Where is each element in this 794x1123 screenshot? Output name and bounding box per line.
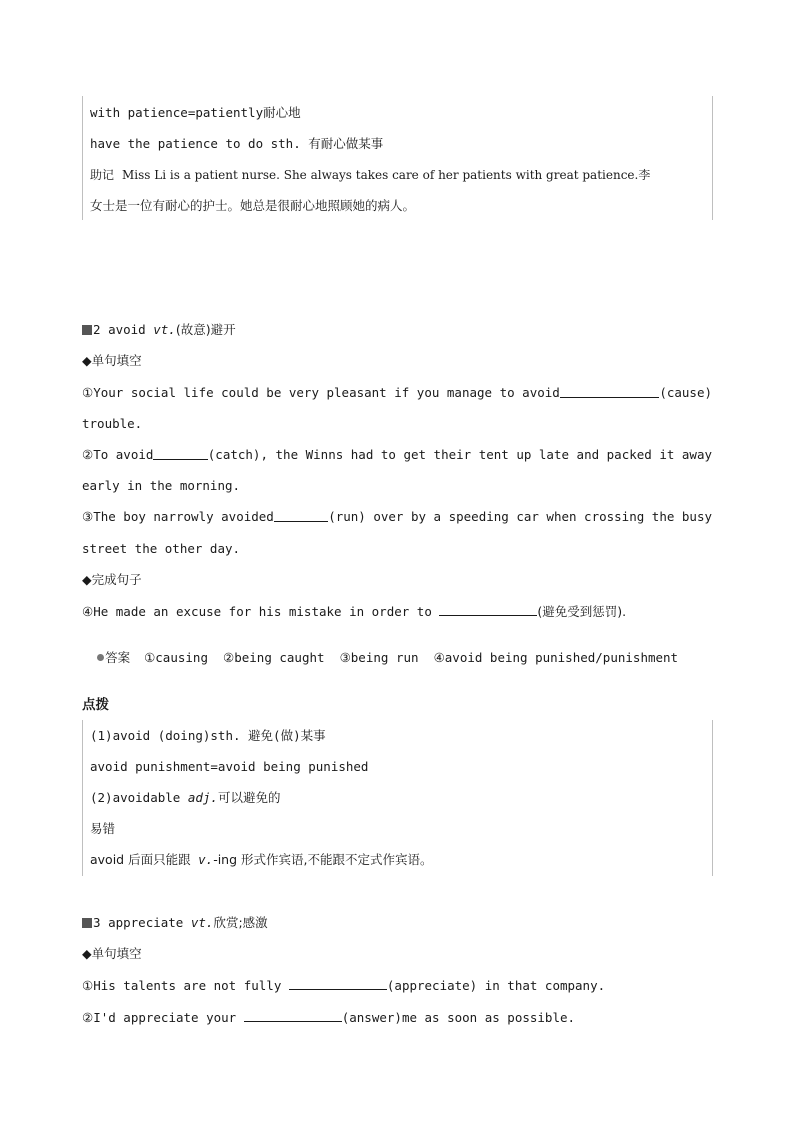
tip-line-2: avoid punishment=avoid being punished <box>90 759 369 774</box>
section-3-fill-title: ◆单句填空 <box>82 946 142 961</box>
question-3-1 <box>82 977 605 994</box>
note-line-1: with patience=patiently耐心地 <box>90 105 301 120</box>
question-2-4 <box>82 603 626 620</box>
note-line-2 <box>90 136 383 152</box>
question-2-1-line-2: trouble. <box>82 416 143 431</box>
question-2-4-text: ④He made an excuse for his mistake in order to <box>82 604 432 619</box>
section-2-meaning: (故意)避开 <box>175 322 236 337</box>
memory-sentence: Miss Li is a patient nurse. She always takes care of her patients with great patience.李 <box>122 168 651 182</box>
question-2-3-line-2: street the other day. <box>82 541 241 556</box>
section-3-number: 3 <box>93 915 101 930</box>
question-2-3-text-a: ③The boy narrowly avoided <box>82 509 274 524</box>
question-2-2-line-2: early in the morning. <box>82 478 241 493</box>
question-2-1-text: ①Your social life could be very pleasant if you manage to avoid <box>82 385 560 400</box>
question-3-2 <box>82 1009 575 1026</box>
tip-line-5-b: -ing 形式作宾语,不能跟不定式作宾语。 <box>213 852 433 867</box>
note-box-avoid <box>82 720 713 876</box>
question-2-3-line-1 <box>82 509 712 525</box>
tip-title: 点拨 <box>82 697 109 713</box>
answer-label: 答案 <box>105 650 131 665</box>
section-3-heading <box>82 915 268 931</box>
tip-line-3-word: (2)avoidable <box>90 790 181 805</box>
question-2-4-hint: (避免受到惩罚). <box>537 604 627 619</box>
answer-dot-icon <box>97 654 104 661</box>
section-2-complete-title: ◆完成句子 <box>82 572 142 587</box>
section-2-word: avoid <box>108 322 146 337</box>
question-2-3-text-b: (run) over by a speeding car when crossing the busy <box>328 509 712 524</box>
tip-line-4: 易错 <box>90 821 116 836</box>
tip-line-3 <box>90 790 280 806</box>
question-2-1-line-1 <box>82 385 712 401</box>
question-2-2-blank[interactable] <box>153 447 207 460</box>
question-2-2-line-1 <box>82 447 712 463</box>
note-line-4: 女士是一位有耐心的护士。她总是很耐心地照顾她的病人。 <box>90 198 416 213</box>
square-bullet-icon <box>82 325 92 335</box>
section-2-number: 2 <box>93 322 101 337</box>
tip-line-1: (1)avoid (doing)sth. 避免(做)某事 <box>90 728 326 743</box>
tip-line-3-pos: adj. <box>187 790 218 805</box>
question-3-2-text: ②I'd appreciate your <box>82 1010 237 1025</box>
question-3-1-text: ①His talents are not fully <box>82 978 282 993</box>
tip-line-3-meaning: 可以避免的 <box>217 790 281 805</box>
tip-line-5 <box>90 852 432 868</box>
question-3-2-hint: (answer)me as soon as possible. <box>341 1010 576 1025</box>
question-3-1-blank[interactable] <box>289 977 387 990</box>
section-2-answer <box>82 634 678 666</box>
square-bullet-icon <box>82 918 92 928</box>
note-line-2-zh: 有耐心做某事 <box>308 136 384 151</box>
section-3-pos: vt. <box>190 915 214 930</box>
note-line-2-en: have the patience to do sth. <box>90 136 301 151</box>
memory-tag: 助记 <box>90 168 115 182</box>
section-3-meaning: 欣赏;感激 <box>213 915 268 930</box>
question-2-2-text-b: (catch), the Winns had to get their tent up late and packed it away <box>207 447 712 462</box>
tip-line-5-a: avoid 后面只能跟 <box>90 852 191 867</box>
question-2-1-hint: (cause) <box>659 385 712 400</box>
section-2-fill-title: ◆单句填空 <box>82 353 142 368</box>
question-2-3-blank[interactable] <box>274 509 328 522</box>
note-line-3 <box>90 167 650 183</box>
section-2-heading <box>82 322 236 338</box>
note-box-patience <box>82 96 713 220</box>
section-2-pos: vt. <box>153 322 176 337</box>
tip-line-5-pos: v. <box>198 852 214 867</box>
question-2-4-blank[interactable] <box>439 603 537 616</box>
question-3-1-hint: (appreciate) in that company. <box>386 978 606 993</box>
answer-text: ①causing ②being caught ③being run ④avoid being punished/punishment <box>144 650 679 665</box>
question-2-1-blank[interactable] <box>560 385 660 398</box>
question-3-2-blank[interactable] <box>244 1009 342 1022</box>
question-2-2-text-a: ②To avoid <box>82 447 154 462</box>
section-3-word: appreciate <box>108 915 184 930</box>
